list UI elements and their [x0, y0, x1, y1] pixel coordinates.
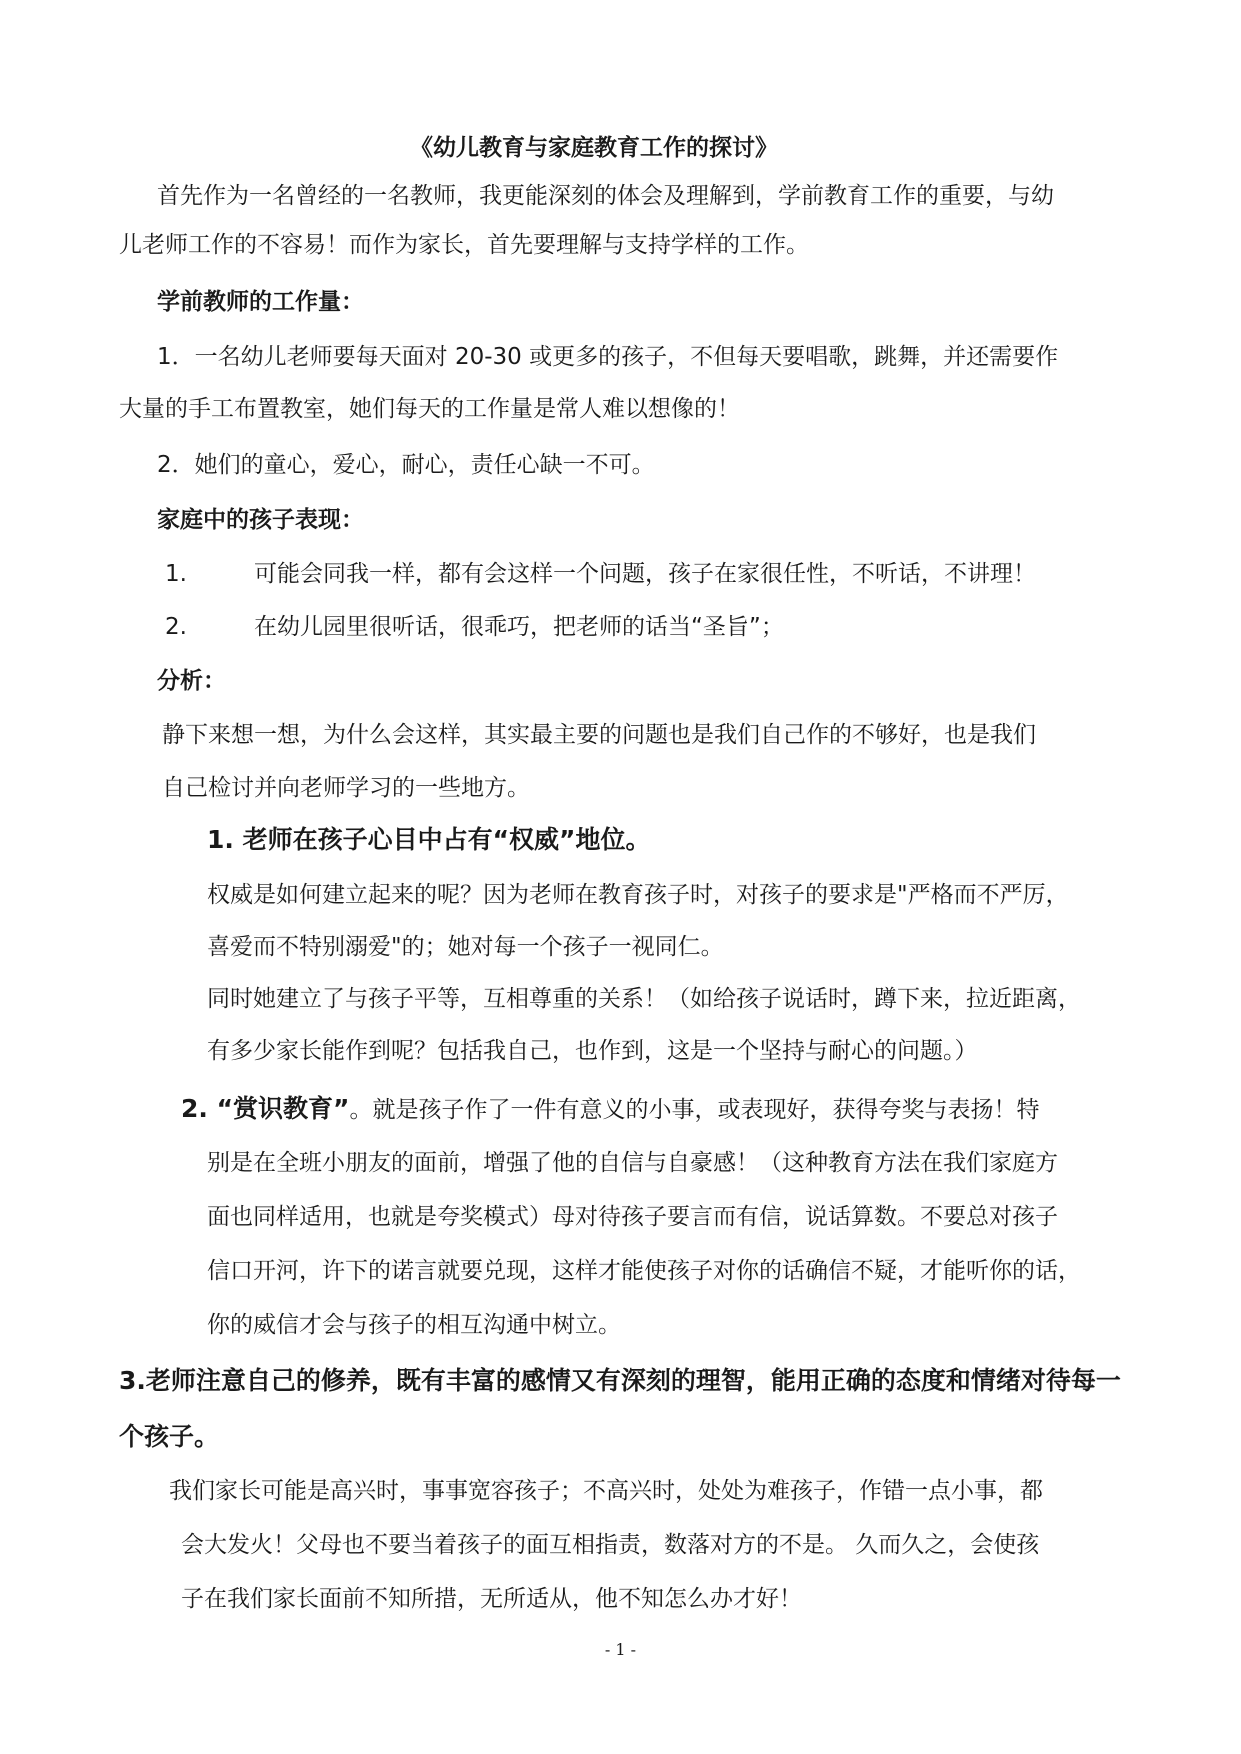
point-2-line-1	[181, 1094, 1039, 1125]
point-2-line-4: 信口开河，许下的诺言就要兑现，这样才能使孩子对你的话确信不疑，才能听你的话，	[207, 1258, 1081, 1284]
point-1-line-1: 权威是如何建立起来的呢？因为老师在教育孩子时，对孩子的要求是"严格而不严厉，	[207, 882, 1069, 908]
point-3-line-1: 3.老师注意自己的修养，既有丰富的感情又有深刻的理智，能用正确的态度和情绪对待每一	[119, 1366, 1121, 1395]
point-1-line-4: 有多少家长能作到呢？包括我自己，也作到，这是一个坚持与耐心的问题。）	[207, 1038, 978, 1064]
point-2-line-1-text: 。就是孩子作了一件有意义的小事，或表现好，获得夸奖与表扬！特	[349, 1097, 1040, 1123]
point-3-line-2: 个孩子。	[119, 1422, 220, 1451]
home-item-2-text: 在幼儿园里很听话，很乖巧，把老师的话当“圣旨”；	[254, 614, 784, 640]
heading-home-behavior: 家庭中的孩子表现：	[157, 507, 364, 533]
closing-line-3: 子在我们家长面前不知所措，无所适从，他不知怎么办才好！	[181, 1586, 802, 1612]
point-2-line-3: 面也同样适用，也就是夸奖模式）母对待孩子要言而有信，说话算数。不要总对孩子	[207, 1204, 1058, 1230]
closing-line-2: 会大发火！父母也不要当着孩子的面互相指责，数落对方的不是。 久而久之，会使孩	[181, 1532, 1040, 1558]
point-2-line-2: 别是在全班小朋友的面前，增强了他的自信与自豪感！（这种教育方法在我们家庭方	[207, 1150, 1058, 1176]
workload-item-2: 2．她们的童心，爱心，耐心，责任心缺一不可。	[157, 452, 655, 478]
doc-title: 《幼儿教育与家庭教育工作的探讨》	[410, 135, 778, 161]
home-item-1-number: 1.	[165, 561, 187, 587]
intro-line-2: 儿老师工作的不容易！而作为家长，首先要理解与支持学样的工作。	[119, 232, 809, 258]
intro-line-1: 首先作为一名曾经的一名教师，我更能深刻的体会及理解到，学前教育工作的重要，与幼	[157, 183, 1054, 209]
home-item-1-text: 可能会同我一样，都有会这样一个问题，孩子在家很任性，不听话，不讲理！	[254, 561, 1036, 587]
point-1-line-3: 同时她建立了与孩子平等，互相尊重的关系！（如给孩子说话时，蹲下来，拉近距离，	[207, 986, 1081, 1012]
point-2-line-5: 你的威信才会与孩子的相互沟通中树立。	[207, 1312, 621, 1338]
home-item-2-number: 2.	[165, 614, 187, 640]
workload-item-1-line-1: 1．一名幼儿老师要每天面对 20-30 或更多的孩子，不但每天要唱歌，跳舞，并还需要作	[157, 344, 1059, 370]
page-number: - 1 -	[604, 1640, 637, 1659]
heading-workload: 学前教师的工作量：	[157, 289, 364, 315]
analysis-line-1: 静下来想一想，为什么会这样，其实最主要的问题也是我们自己作的不够好，也是我们	[162, 722, 1036, 748]
analysis-line-2: 自己检讨并向老师学习的一些地方。	[162, 775, 530, 801]
point-1-title: 1. 老师在孩子心目中占有“权威”地位。	[207, 825, 651, 854]
workload-item-1-line-2: 大量的手工布置教室，她们每天的工作量是常人难以想像的！	[119, 396, 740, 422]
closing-line-1: 我们家长可能是高兴时，事事宽容孩子；不高兴时，处处为难孩子，作错一点小事，都	[169, 1478, 1043, 1504]
heading-analysis: 分析：	[157, 668, 226, 694]
point-1-line-2: 喜爱而不特别溺爱"的；她对每一个孩子一视同仁。	[207, 934, 724, 960]
point-2-title: 2. “赏识教育”	[181, 1094, 350, 1123]
